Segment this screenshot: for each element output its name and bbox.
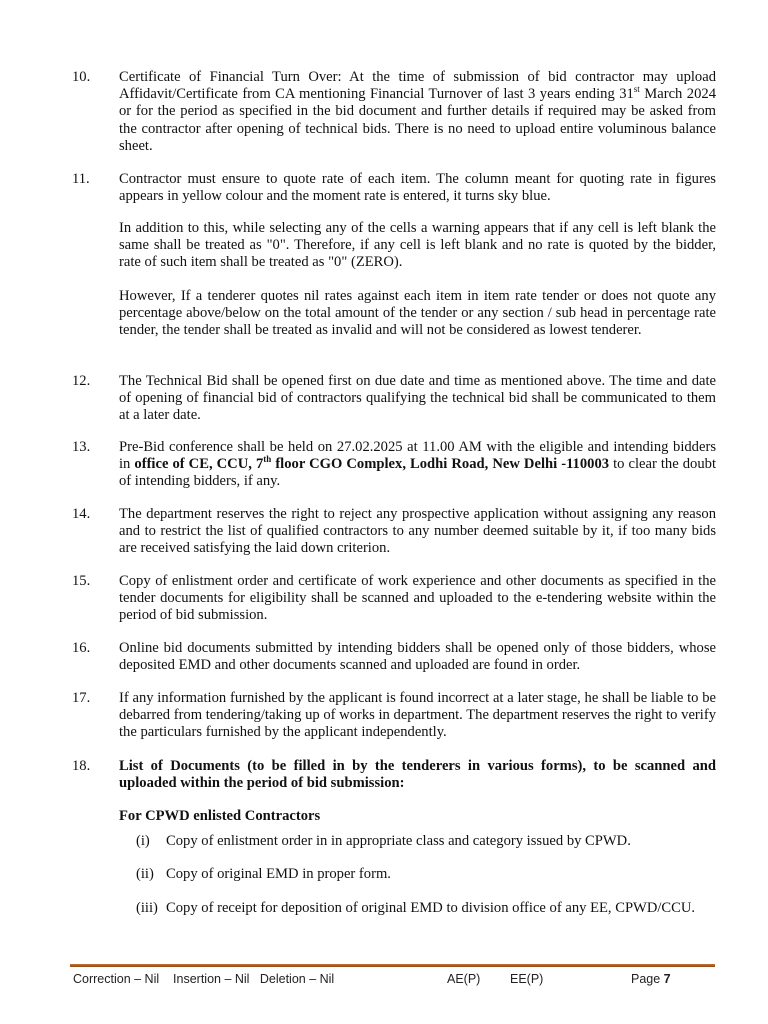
clause-text: Pre-Bid conference shall be held on 27.02.2025 at 11.00 AM with the eligible and intending bidders in office of CE, CCU, 7th floor CGO Complex, Lodhi Road, New Delhi -110003 to clear the doubt of intending bidders, if any.: [119, 439, 716, 490]
clause-text: List of Documents (to be filled in by the tenderers in various forms), to be scanned and uploaded within the period of bid submission:: [119, 758, 716, 792]
clause-number: 11.: [72, 171, 90, 187]
clause-number: 15.: [72, 573, 91, 589]
clause-11-paragraph-3: However, If a tenderer quotes nil rates against each item in item rate tender or does not quote any percentage above/below on the total amount of the tender or any section / sub head in percentage rate tender, the tender shall be treated as invalid and will not be considered as lowest tenderer.: [119, 288, 716, 339]
list-item-number: (i): [136, 833, 150, 849]
clause-number: 13.: [72, 439, 91, 455]
list-item-number: (iii): [136, 900, 158, 916]
clause-text: The Technical Bid shall be opened first on due date and time as mentioned above. The time and date of opening of financial bid of contractors qualifying the technical bid shall be communicated to them at a later date.: [119, 373, 716, 424]
list-item-text: Copy of receipt for deposition of original EMD to division office of any EE, CPWD/CCU.: [166, 900, 696, 916]
clause-number: 17.: [72, 690, 91, 706]
section-subheading: For CPWD enlisted Contractors: [119, 808, 321, 824]
clause-11-paragraph-2: In addition to this, while selecting any of the cells a warning appears that if any cell is left blank the same shall be treated as "0". Therefore, if any cell is left blank and no rate is quoted by the bidder, rate of such item shall be treated as "0" (ZERO).: [119, 220, 716, 271]
clause-text: Copy of enlistment order and certificate of work experience and other documents as specified in the tender documents for eligibility shall be scanned and uploaded to the e-tendering website within the period of bid submission.: [119, 573, 716, 624]
clause-text: Online bid documents submitted by intending bidders shall be opened only of those bidders, whose deposited EMD and other documents scanned and uploaded are found in order.: [119, 640, 716, 674]
clause-text: Certificate of Financial Turn Over: At the time of submission of bid contractor may upload Affidavit/Certificate from CA mentioning Financial Turnover of last 3 years ending 31st March 2024 or for the period as specified in the bid document and further details if required may be asked from the contractor after opening of technical bids. There is no need to upload entire voluminous balance sheet.: [119, 69, 716, 154]
footer-ee-signature: EE(P): [510, 972, 544, 986]
clause-number: 12.: [72, 373, 91, 389]
footer-corrections: Correction – Nil Insertion – Nil Deletion – Nil: [73, 972, 335, 986]
footer-rule: [70, 964, 715, 967]
clause-number: 14.: [72, 506, 91, 522]
clause-text: Contractor must ensure to quote rate of each item. The column meant for quoting rate in figures appears in yellow colour and the moment rate is entered, it turns sky blue.: [119, 171, 716, 205]
clause-number: 18.: [72, 758, 91, 774]
footer-ae-signature: AE(P): [447, 972, 481, 986]
clause-text: The department reserves the right to reject any prospective application without assigning any reason and to restrict the list of qualified contractors to any number deemed suitable by it, if too many bids are received satisfying the laid down criterion.: [119, 506, 716, 557]
list-item-text: Copy of original EMD in proper form.: [166, 866, 391, 882]
clause-text: If any information furnished by the applicant is found incorrect at a later stage, he shall be liable to be debarred from tendering/taking up of works in department. The department reserves the right to verify the particulars furnished by the applicant independently.: [119, 690, 716, 741]
list-item-text: Copy of enlistment order in in appropriate class and category issued by CPWD.: [166, 833, 631, 849]
list-item-number: (ii): [136, 866, 154, 882]
footer-page-number: Page 7: [631, 972, 671, 986]
clause-number: 16.: [72, 640, 91, 656]
clause-number: 10.: [72, 69, 91, 85]
